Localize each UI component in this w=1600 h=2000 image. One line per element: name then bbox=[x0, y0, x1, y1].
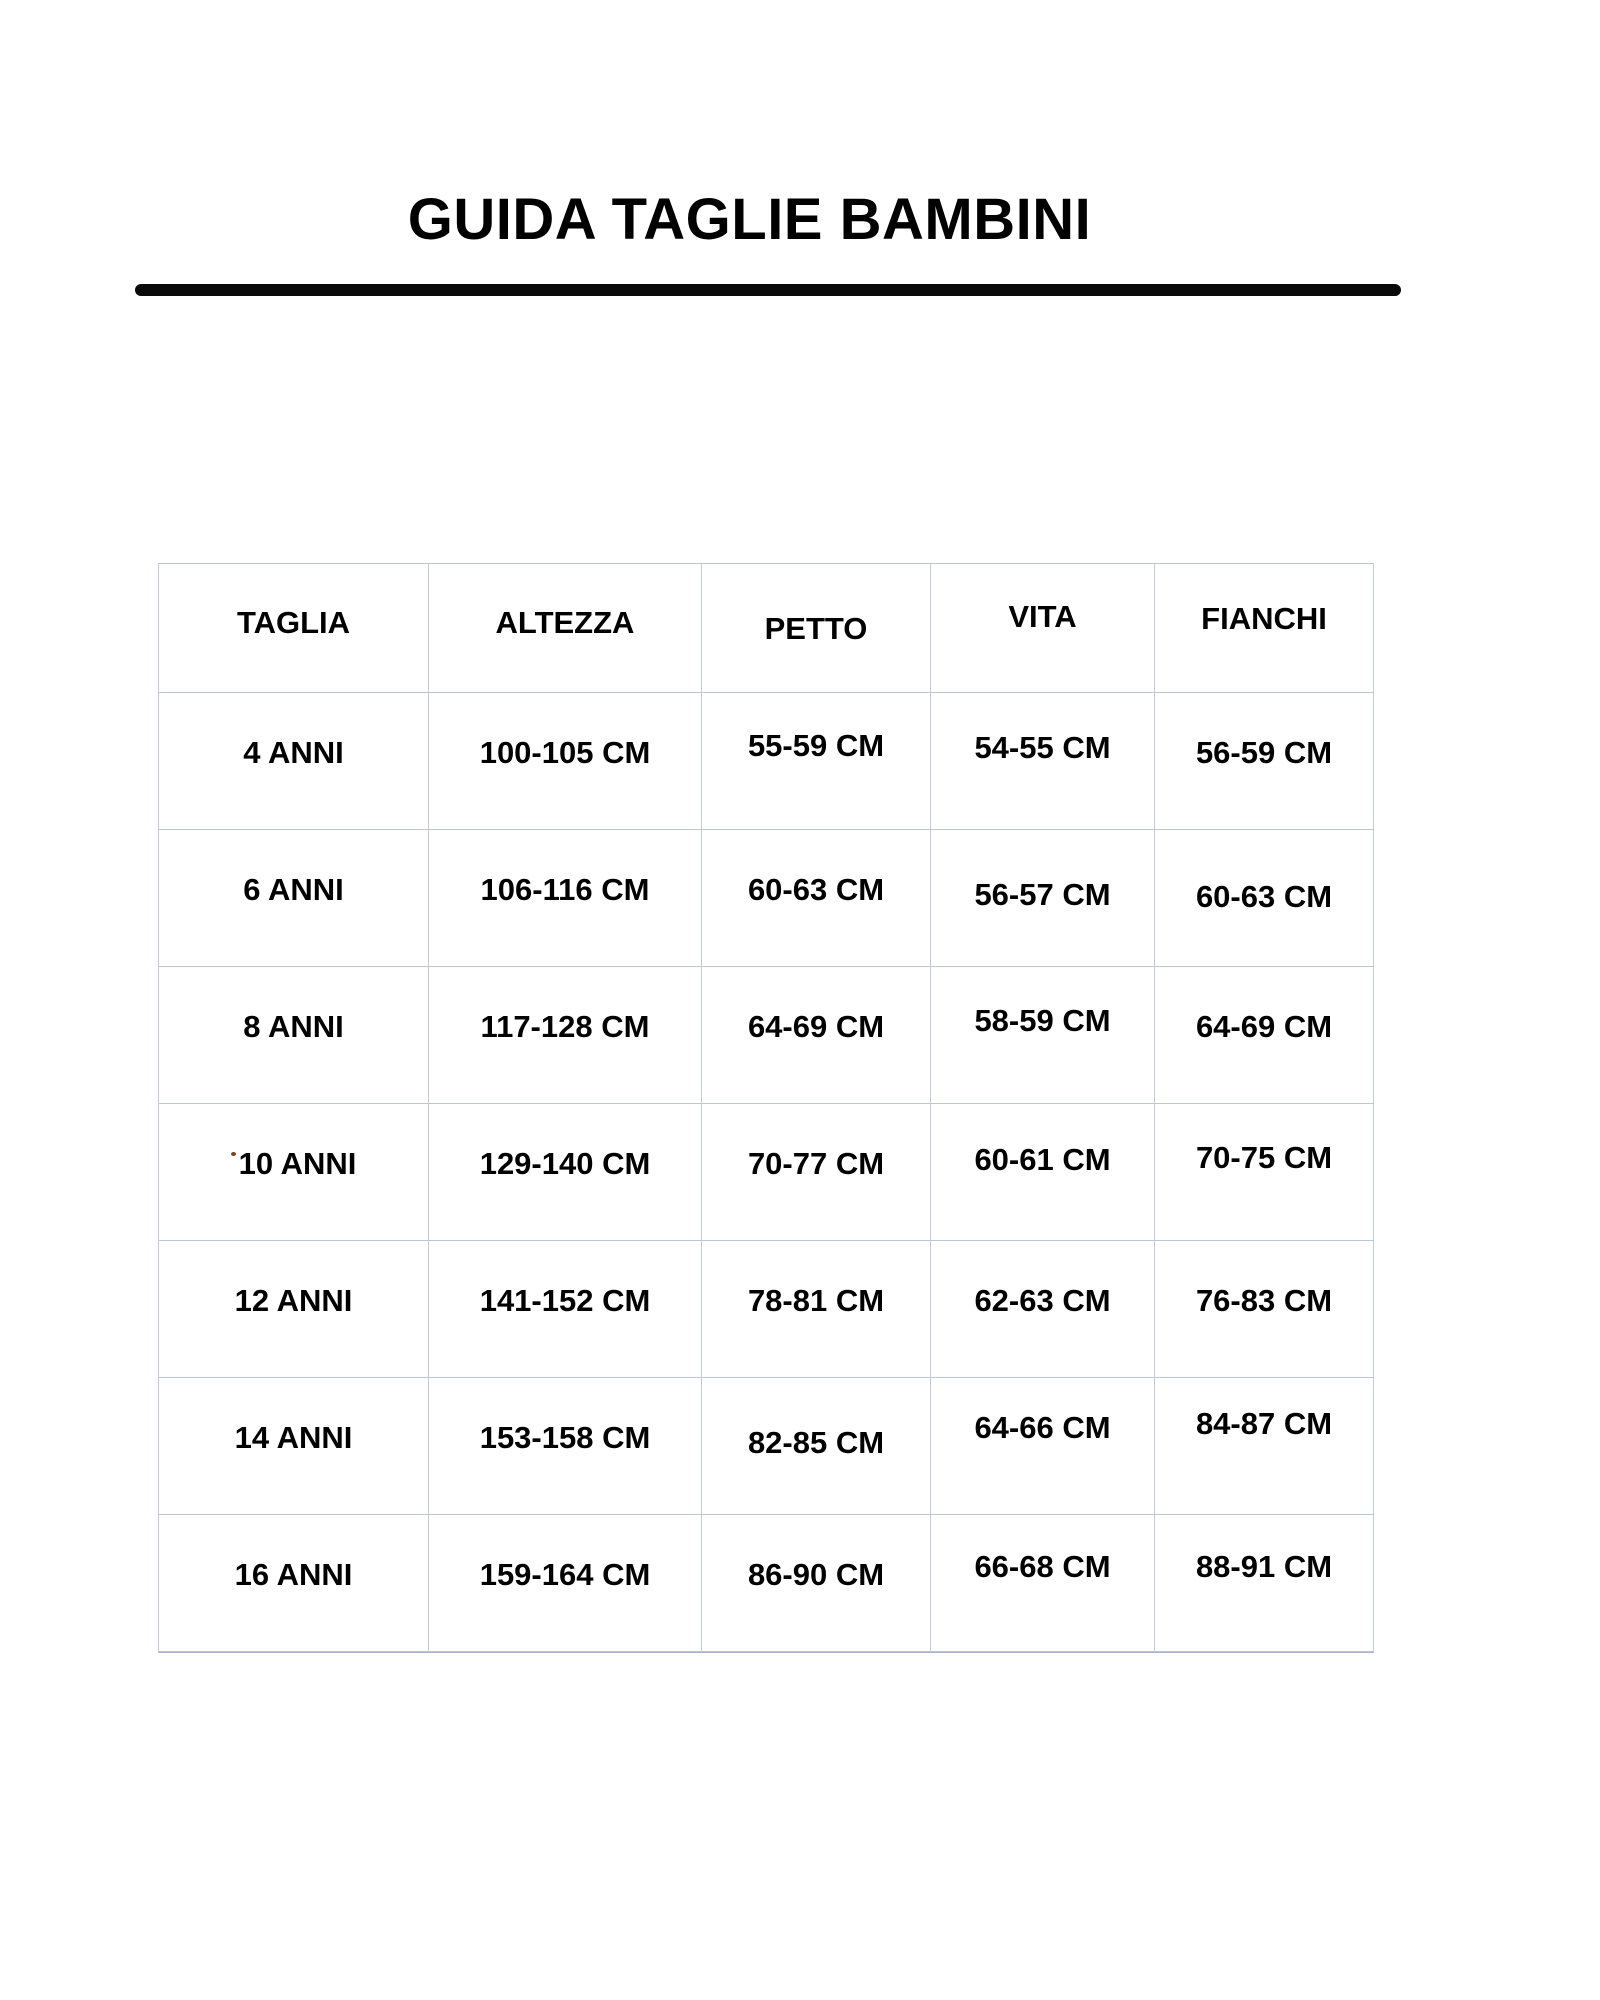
cell-text: 106-116 CM bbox=[480, 872, 650, 907]
cell-altezza bbox=[429, 693, 702, 830]
cell-taglia bbox=[159, 1241, 429, 1378]
cell-vita bbox=[931, 830, 1155, 967]
cell-text: 64-66 CM bbox=[974, 1410, 1111, 1445]
cell-text: 60-63 CM bbox=[1195, 879, 1333, 914]
cell-text: 14 ANNI bbox=[234, 1420, 353, 1455]
title-underline-rule bbox=[135, 284, 1401, 296]
column-header-fianchi bbox=[1155, 564, 1374, 693]
cell-text: 159-164 CM bbox=[479, 1557, 651, 1592]
column-header-vita bbox=[931, 564, 1155, 693]
cell-text: 88-91 CM bbox=[1195, 1549, 1333, 1584]
cell-fianchi bbox=[1155, 1104, 1374, 1241]
cell-taglia bbox=[159, 1378, 429, 1515]
cell-text: 60-63 CM bbox=[747, 872, 885, 907]
cell-text: 84-87 CM bbox=[1195, 1406, 1333, 1441]
cell-text: 70-75 CM bbox=[1195, 1140, 1333, 1175]
cell-vita bbox=[931, 1104, 1155, 1241]
cell-petto bbox=[702, 1241, 931, 1378]
cell-taglia bbox=[159, 830, 429, 967]
cell-fianchi bbox=[1155, 693, 1374, 830]
cell-vita bbox=[931, 693, 1155, 830]
cell-text: 82-85 CM bbox=[747, 1425, 885, 1460]
cell-fianchi bbox=[1155, 830, 1374, 967]
cell-taglia bbox=[159, 1515, 429, 1652]
header-text: ALTEZZA bbox=[495, 605, 635, 640]
page-title: GUIDA TAGLIE BAMBINI bbox=[407, 187, 1092, 252]
cell-altezza bbox=[429, 1241, 702, 1378]
cell-text: 129-140 CM bbox=[479, 1146, 651, 1181]
cell-text: 12 ANNI bbox=[234, 1283, 353, 1318]
cell-text: 4 ANNI bbox=[243, 735, 344, 770]
cell-text: 141-152 CM bbox=[479, 1283, 651, 1318]
cell-altezza bbox=[429, 830, 702, 967]
cell-text: 16 ANNI bbox=[234, 1557, 353, 1592]
cell-petto bbox=[702, 1515, 931, 1652]
header-text: VITA bbox=[1008, 599, 1077, 634]
column-header-taglia bbox=[159, 564, 429, 693]
cell-fianchi bbox=[1155, 1378, 1374, 1515]
cell-vita bbox=[931, 1241, 1155, 1378]
cell-altezza bbox=[429, 1515, 702, 1652]
cell-altezza bbox=[429, 1104, 702, 1241]
cell-altezza bbox=[429, 1378, 702, 1515]
cell-vita bbox=[931, 1515, 1155, 1652]
cell-text: 10 ANNI bbox=[238, 1146, 357, 1181]
column-header-petto bbox=[702, 564, 931, 693]
cell-fianchi bbox=[1155, 967, 1374, 1104]
column-header-altezza bbox=[429, 564, 702, 693]
cell-text: 66-68 CM bbox=[974, 1549, 1111, 1584]
cell-petto bbox=[702, 830, 931, 967]
cell-text: 56-57 CM bbox=[974, 877, 1111, 912]
cell-petto bbox=[702, 967, 931, 1104]
cell-text: 70-77 CM bbox=[747, 1146, 885, 1181]
cell-petto bbox=[702, 693, 931, 830]
cell-text: 55-59 CM bbox=[747, 728, 885, 763]
cell-text: 100-105 CM bbox=[479, 735, 651, 770]
header-text: FIANCHI bbox=[1201, 601, 1327, 636]
cell-taglia bbox=[159, 967, 429, 1104]
cell-taglia bbox=[159, 1104, 429, 1241]
cell-text: 54-55 CM bbox=[974, 730, 1111, 765]
cell-text: 153-158 CM bbox=[479, 1420, 651, 1455]
cell-text: 8 ANNI bbox=[243, 1009, 344, 1044]
cell-text: 60-61 CM bbox=[974, 1142, 1111, 1177]
cell-text: 56-59 CM bbox=[1195, 735, 1333, 770]
cell-altezza bbox=[429, 967, 702, 1104]
cell-text: 64-69 CM bbox=[747, 1009, 885, 1044]
cell-petto bbox=[702, 1104, 931, 1241]
cell-text: 78-81 CM bbox=[747, 1283, 885, 1318]
cell-vita bbox=[931, 967, 1155, 1104]
cell-text: 58-59 CM bbox=[974, 1003, 1111, 1038]
cell-petto bbox=[702, 1378, 931, 1515]
cell-vita bbox=[931, 1378, 1155, 1515]
speck-artifact bbox=[231, 1152, 236, 1156]
cell-text: 6 ANNI bbox=[243, 872, 344, 907]
header-text: TAGLIA bbox=[236, 605, 351, 640]
cell-text: 76-83 CM bbox=[1195, 1283, 1333, 1318]
size-table bbox=[158, 563, 1374, 1653]
cell-text: 86-90 CM bbox=[747, 1557, 885, 1592]
cell-fianchi bbox=[1155, 1241, 1374, 1378]
cell-text: 117-128 CM bbox=[480, 1009, 650, 1044]
cell-taglia bbox=[159, 693, 429, 830]
cell-fianchi bbox=[1155, 1515, 1374, 1652]
cell-text: 62-63 CM bbox=[974, 1283, 1111, 1318]
cell-text: 64-69 CM bbox=[1195, 1009, 1333, 1044]
header-text: PETTO bbox=[764, 611, 868, 646]
